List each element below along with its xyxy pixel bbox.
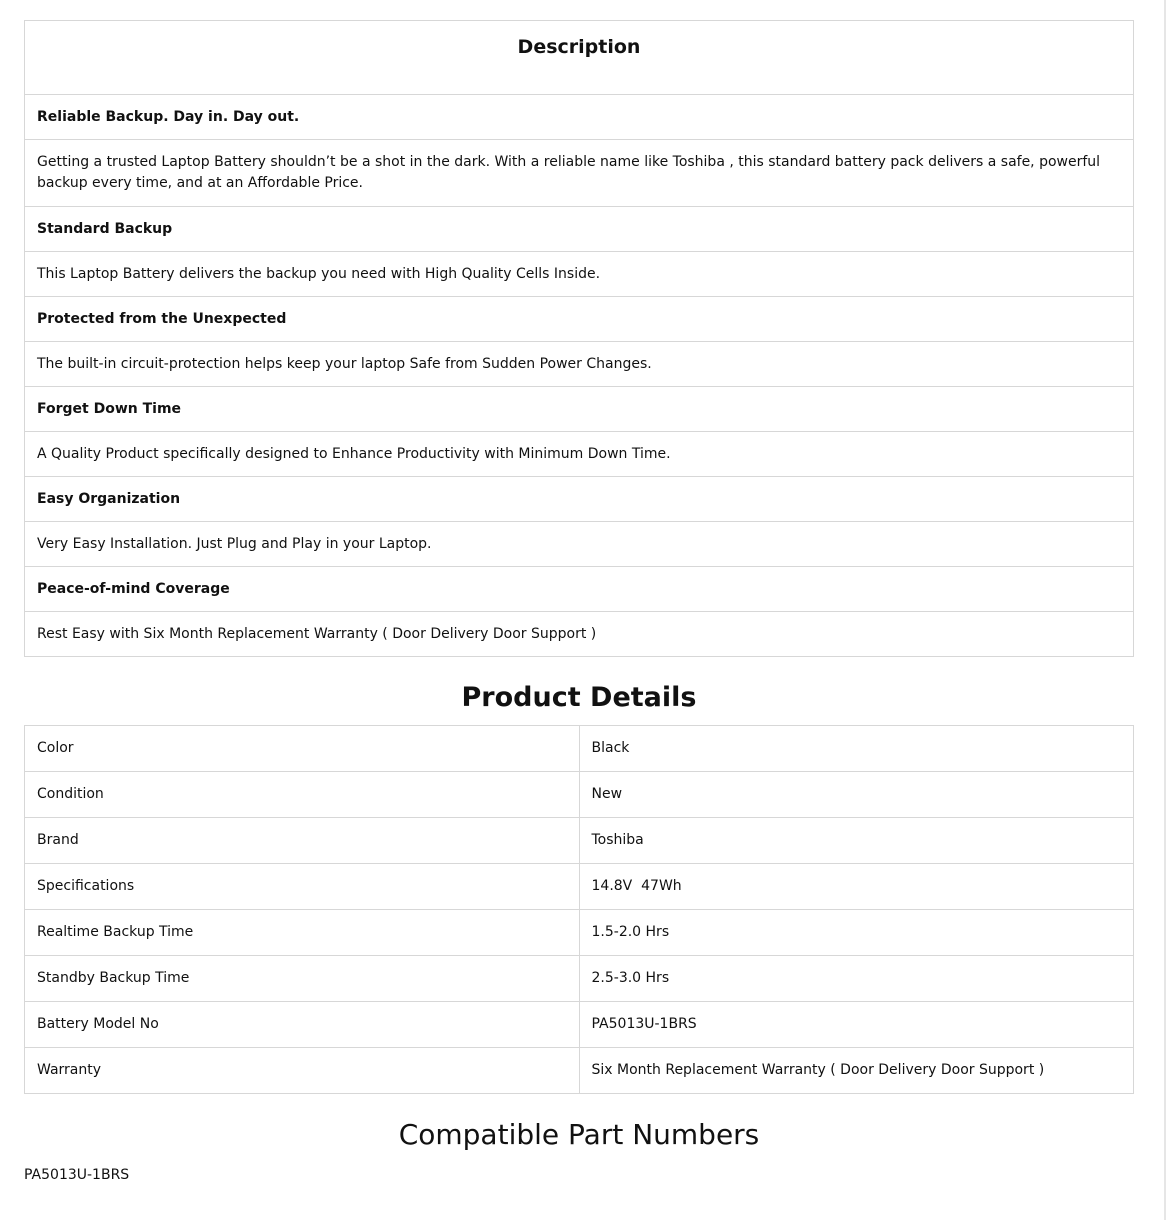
detail-value: Black — [579, 726, 1134, 772]
description-heading: Standard Backup — [25, 207, 1134, 252]
detail-label: Specifications — [25, 864, 580, 910]
product-details-table — [24, 725, 1134, 1094]
detail-label: Warranty — [25, 1048, 580, 1094]
description-heading: Forget Down Time — [25, 387, 1134, 432]
detail-row — [25, 818, 1134, 864]
compatible-part-number: PA5013U-1BRS — [24, 1167, 130, 1183]
description-title: Description — [25, 21, 1134, 95]
product-info — [24, 20, 1134, 1185]
description-text: Very Easy Installation. Just Plug and Play in your Laptop. — [25, 522, 1134, 567]
description-row — [25, 207, 1134, 252]
detail-label: Standby Backup Time — [25, 956, 580, 1002]
detail-label: Brand — [25, 818, 580, 864]
description-row — [25, 140, 1134, 207]
detail-value: Toshiba — [579, 818, 1134, 864]
description-row — [25, 297, 1134, 342]
detail-label: Battery Model No — [25, 1002, 580, 1048]
detail-value: 1.5-2.0 Hrs — [579, 910, 1134, 956]
compatible-part-numbers-title: Compatible Part Numbers — [398, 1118, 760, 1151]
detail-value: PA5013U-1BRS — [579, 1002, 1134, 1048]
description-heading: Peace-of-mind Coverage — [25, 567, 1134, 612]
description-table — [24, 20, 1134, 657]
description-row — [25, 567, 1134, 612]
detail-row — [25, 726, 1134, 772]
description-row — [25, 477, 1134, 522]
description-header-row — [25, 21, 1134, 95]
detail-value: 14.8V 47Wh — [579, 864, 1134, 910]
description-row — [25, 252, 1134, 297]
product-details-title: Product Details — [461, 682, 697, 713]
detail-label: Color — [25, 726, 580, 772]
description-heading: Reliable Backup. Day in. Day out. — [25, 95, 1134, 140]
detail-value: 2.5-3.0 Hrs — [579, 956, 1134, 1002]
detail-row — [25, 1002, 1134, 1048]
description-row — [25, 522, 1134, 567]
detail-value: Six Month Replacement Warranty ( Door Delivery Door Support ) — [579, 1048, 1134, 1094]
description-row — [25, 95, 1134, 140]
detail-row — [25, 956, 1134, 1002]
detail-label: Realtime Backup Time — [25, 910, 580, 956]
description-heading: Easy Organization — [25, 477, 1134, 522]
description-text: Rest Easy with Six Month Replacement Warranty ( Door Delivery Door Support ) — [25, 612, 1134, 657]
description-text: Getting a trusted Laptop Battery shouldn’t be a shot in the dark. With a reliable name like Toshiba , this standard battery pack delivers a safe, powerful backup every time, and at an Affordable Price. — [25, 140, 1134, 207]
description-row — [25, 342, 1134, 387]
description-heading: Protected from the Unexpected — [25, 297, 1134, 342]
description-row — [25, 612, 1134, 657]
description-text: A Quality Product specifically designed to Enhance Productivity with Minimum Down Time. — [25, 432, 1134, 477]
detail-value: New — [579, 772, 1134, 818]
detail-row — [25, 1048, 1134, 1094]
detail-row — [25, 910, 1134, 956]
description-row — [25, 432, 1134, 477]
description-text: This Laptop Battery delivers the backup you need with High Quality Cells Inside. — [25, 252, 1134, 297]
detail-label: Condition — [25, 772, 580, 818]
description-row — [25, 387, 1134, 432]
detail-row — [25, 864, 1134, 910]
description-text: The built-in circuit-protection helps keep your laptop Safe from Sudden Power Changes. — [25, 342, 1134, 387]
detail-row — [25, 772, 1134, 818]
